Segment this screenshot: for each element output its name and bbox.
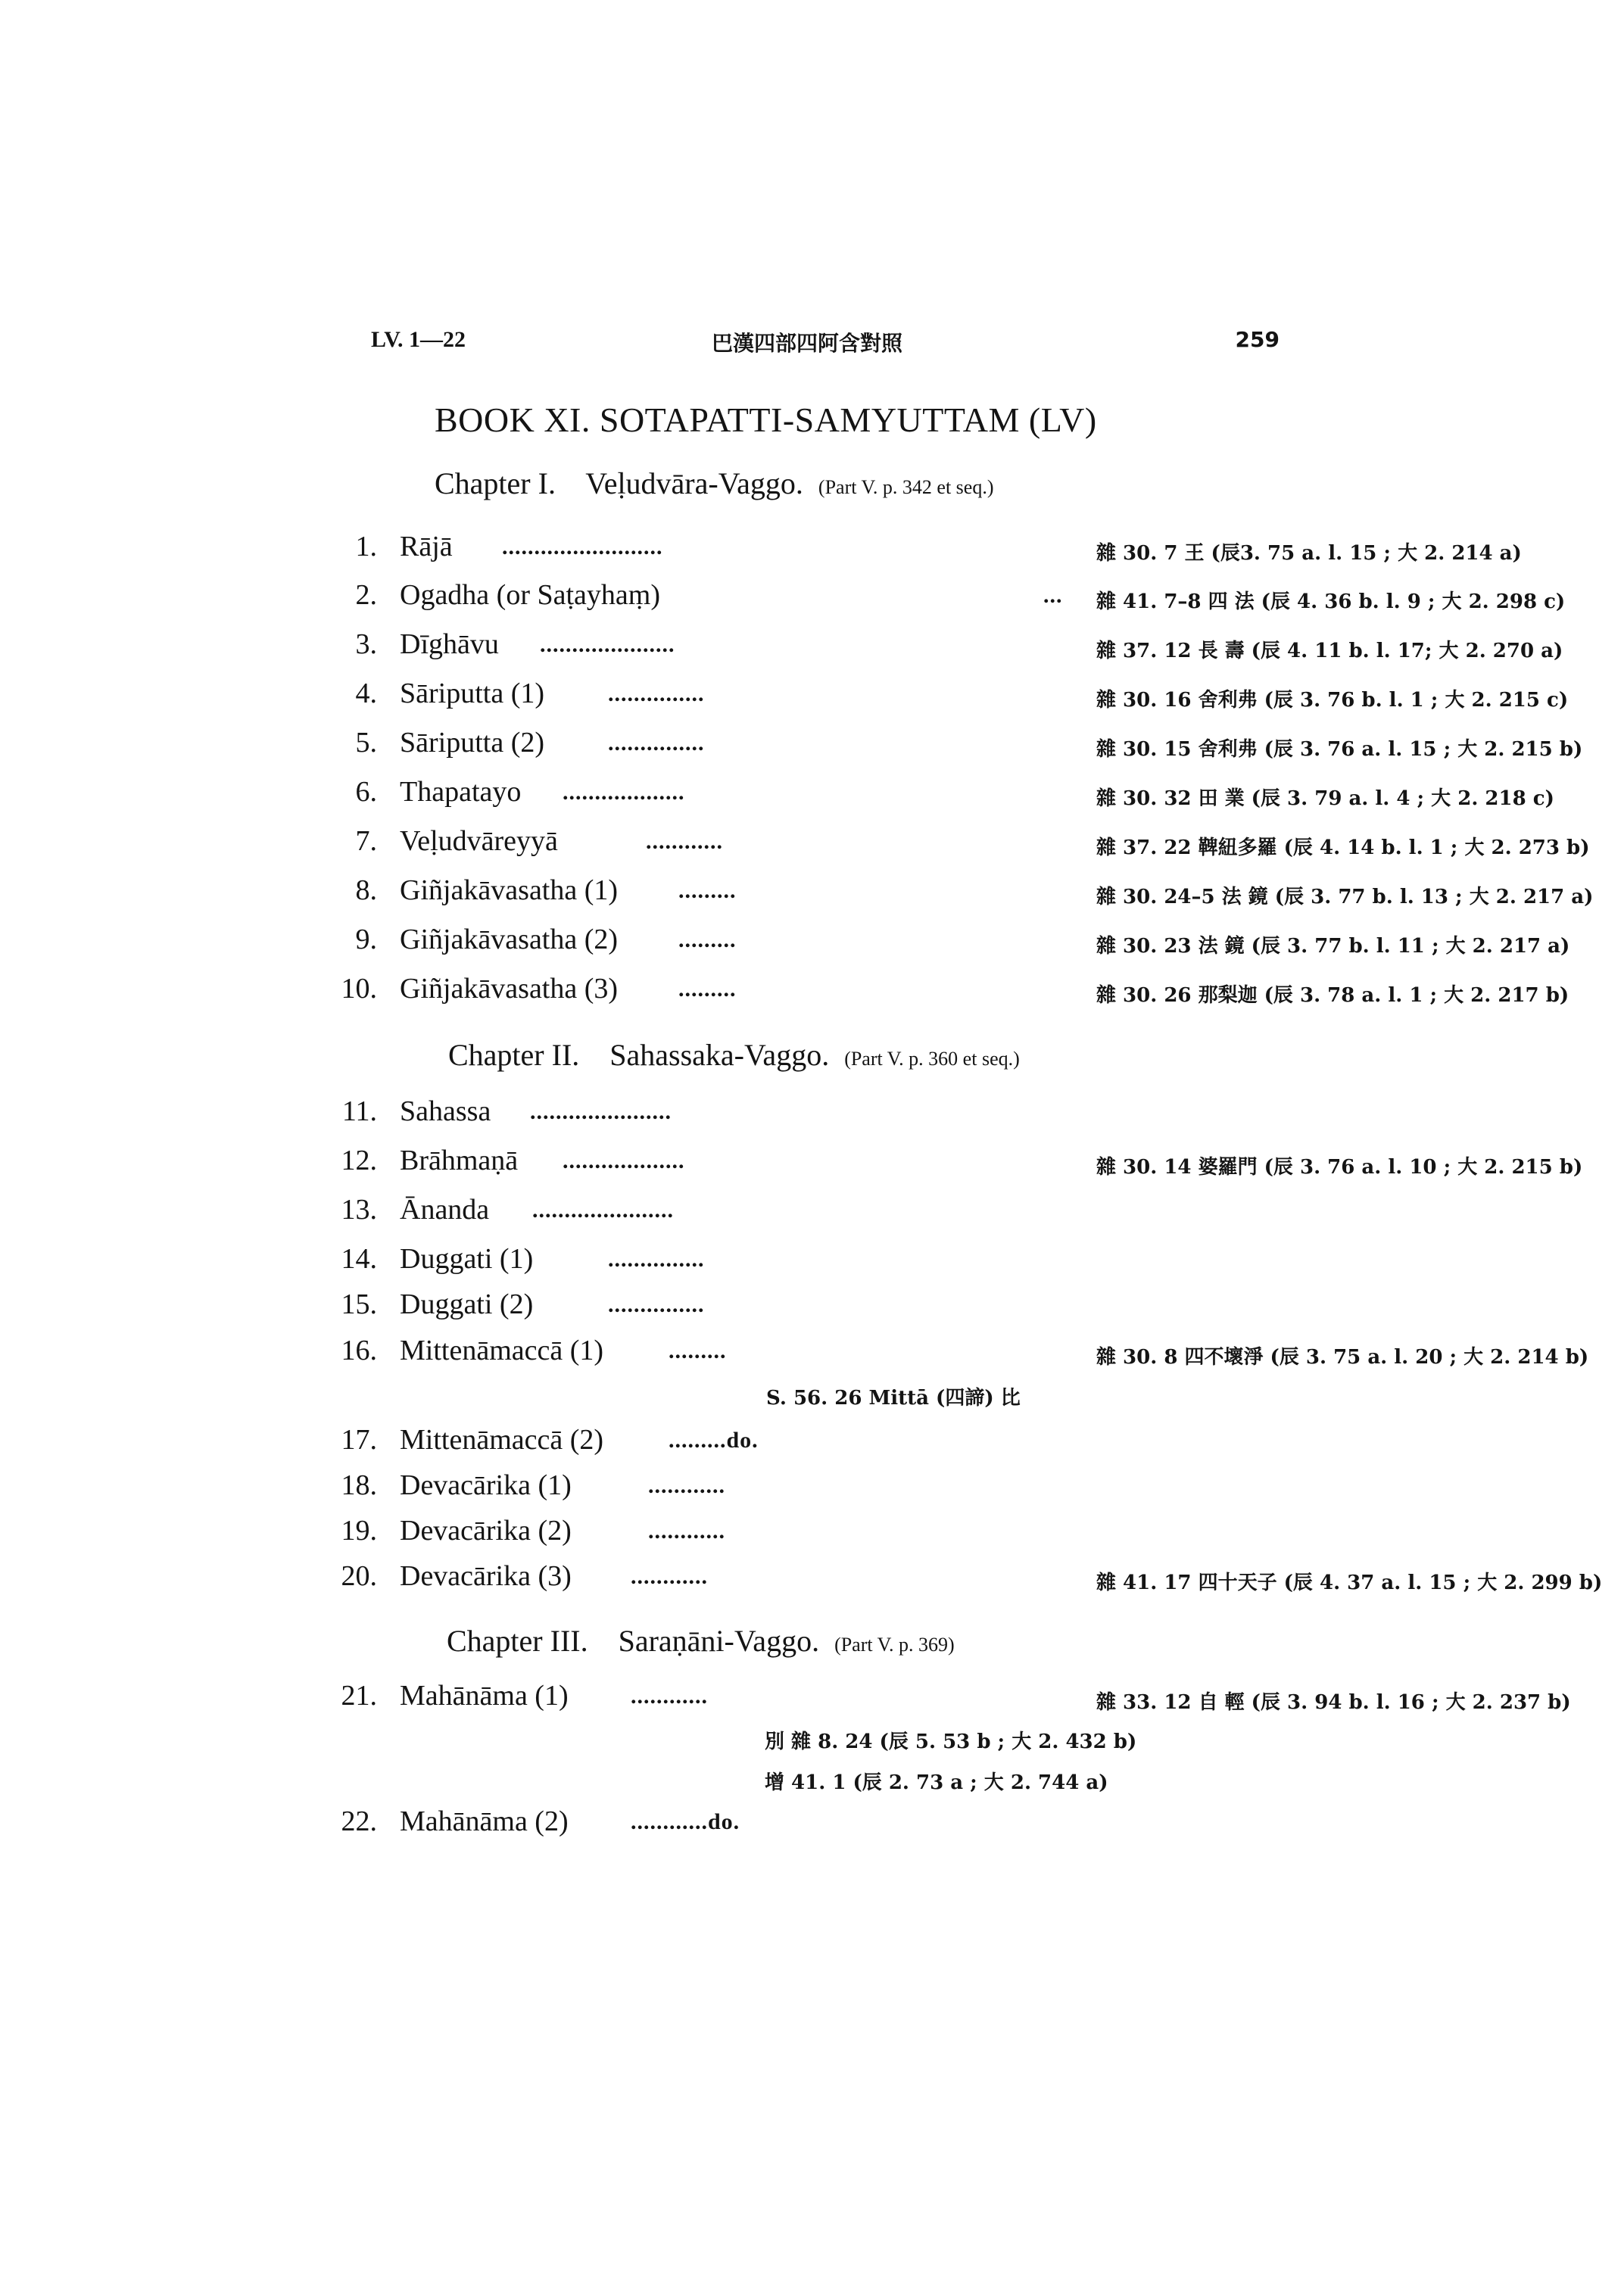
- entry-references: 雜 37. 22 鞞紐多羅 (辰 4. 14 b. l. 1 ; 大 2. 273 b): [1096, 837, 1590, 859]
- entry-title: Sāriputta (1): [400, 678, 545, 709]
- entry-title: Ogadha (or Saṭayhaṃ): [400, 579, 660, 611]
- leader-dots: ...............: [608, 1247, 705, 1272]
- leader-dots: ...............: [608, 1292, 705, 1317]
- entry-number: 1.: [355, 531, 377, 562]
- leader-dots: ...: [1043, 583, 1063, 608]
- leader-dots: .........: [678, 977, 737, 1002]
- chapter-label: Chapter I.: [435, 466, 556, 500]
- entry-number: 4.: [355, 678, 377, 709]
- leader-dots: ...................: [563, 1148, 685, 1173]
- entry-title: Brāhmaṇā: [400, 1145, 519, 1176]
- entry-title: Duggati (1): [400, 1243, 534, 1275]
- entry-number: 6.: [355, 776, 377, 808]
- entry-title: Duggati (2): [400, 1288, 534, 1320]
- entry-number: 8.: [355, 874, 377, 906]
- chapter-reference: (Part V. p. 369): [834, 1634, 955, 1656]
- chapter-heading-1: [435, 466, 994, 501]
- entry-title: Mahānāma (1): [400, 1680, 569, 1712]
- entry-references: 雜 30. 24–5 法 鏡 (辰 3. 77 b. l. 13 ; 大 2. 217 a): [1096, 886, 1594, 908]
- leader-dots: ............: [631, 1684, 708, 1709]
- entry-number: 14.: [341, 1243, 377, 1275]
- chapter-name: Veḷudvāra-Vaggo.: [585, 466, 803, 500]
- entry-number: 17.: [341, 1424, 377, 1456]
- entry-title: Dīghāvu: [400, 628, 499, 660]
- entry-number: 19.: [341, 1515, 377, 1547]
- entry-references: 雜 30. 14 婆羅門 (辰 3. 76 a. l. 10 ; 大 2. 215 b): [1096, 1156, 1583, 1179]
- entry-title: Mittenāmaccā (2): [400, 1424, 604, 1456]
- running-header-section: LV. 1—22: [371, 327, 466, 352]
- entry-title: Veḷudvāreyyā: [400, 825, 558, 857]
- leader-dots: ............: [648, 1519, 725, 1544]
- entry-references: 雜 30. 23 法 鏡 (辰 3. 77 b. l. 11 ; 大 2. 217 a): [1096, 935, 1570, 958]
- leader-dots: .........: [669, 1338, 727, 1363]
- entry-number: 21.: [341, 1680, 377, 1712]
- entry-number: 9.: [355, 924, 377, 955]
- entry-number: 16.: [341, 1335, 377, 1366]
- entry-number: 5.: [355, 727, 377, 759]
- entry-number: 11.: [341, 1095, 377, 1127]
- entry-references: 雜 37. 12 長 壽 (辰 4. 11 b. l. 17; 大 2. 270 a): [1096, 640, 1563, 662]
- entry-number: 3.: [355, 628, 377, 660]
- leader-dots: ......................: [530, 1099, 672, 1124]
- entry-number: 22.: [341, 1805, 377, 1837]
- chapter-reference: (Part V. p. 342 et seq.): [818, 476, 994, 498]
- entry-number: 13.: [341, 1194, 377, 1226]
- leader-dots: ...............: [608, 681, 705, 706]
- running-header: [371, 327, 1280, 365]
- entry-21-extra-reference-a: 別 雜 8. 24 (辰 5. 53 b ; 大 2. 432 b): [765, 1731, 1137, 1753]
- entry-number: 15.: [341, 1288, 377, 1320]
- entry-number: 7.: [355, 825, 377, 857]
- chapter-name: Saraṇāni-Vaggo.: [618, 1624, 820, 1658]
- leader-dots: ............: [648, 1473, 725, 1498]
- entry-title: Sāriputta (2): [400, 727, 545, 759]
- entry-title: Devacārika (3): [400, 1560, 572, 1592]
- chapter-reference: (Part V. p. 360 et seq.): [844, 1048, 1020, 1070]
- entry-references: 雜 30. 26 那梨迦 (辰 3. 78 a. l. 1 ; 大 2. 217 b): [1096, 984, 1569, 1007]
- entry-title: Thapatayo: [400, 776, 522, 808]
- entry-references: 雜 30. 7 王 (辰3. 75 a. l. 15 ; 大 2. 214 a): [1096, 542, 1522, 565]
- entry-number: 20.: [341, 1560, 377, 1592]
- entry-title: Devacārika (1): [400, 1469, 572, 1501]
- chapter-heading-2: [448, 1037, 1020, 1073]
- entry-number: 10.: [341, 973, 377, 1005]
- chapter-heading-3: [447, 1623, 955, 1659]
- leader-dots: ...................: [563, 780, 685, 805]
- leader-dots: .........: [678, 878, 737, 903]
- entry-title: Mahānāma (2): [400, 1805, 569, 1837]
- entry-number: 2.: [355, 579, 377, 611]
- entry-references: 雜 30. 8 四不壞淨 (辰 3. 75 a. l. 20 ; 大 2. 214 b): [1096, 1346, 1589, 1369]
- entry-references: 雜 30. 15 舍利弗 (辰 3. 76 a. l. 15 ; 大 2. 215 b): [1096, 738, 1583, 761]
- entry-references: 雜 41. 17 四十天子 (辰 4. 37 a. l. 15 ; 大 2. 299 b): [1096, 1572, 1603, 1594]
- leader-dots: ......................: [532, 1198, 674, 1223]
- leader-dots: .........................: [502, 534, 663, 559]
- entry-references: 雜 41. 7–8 四 法 (辰 4. 36 b. l. 9 ; 大 2. 298 c): [1096, 590, 1566, 613]
- entry-title: Devacārika (2): [400, 1515, 572, 1547]
- entry-references: 雜 30. 16 舍利弗 (辰 3. 76 b. l. 1 ; 大 2. 215 c): [1096, 689, 1569, 712]
- entry-title: Ānanda: [400, 1194, 490, 1226]
- leader-dots: .........do.: [669, 1428, 759, 1453]
- entry-number: 18.: [341, 1469, 377, 1501]
- entry-references: 雜 30. 32 田 業 (辰 3. 79 a. l. 4 ; 大 2. 218 c): [1096, 787, 1554, 810]
- leader-dots: ............: [646, 829, 723, 854]
- running-header-title: 巴漢四部四阿含對照: [712, 331, 903, 356]
- entry-title: Giñjakāvasatha (1): [400, 874, 619, 906]
- entry-title: Mittenāmaccā (1): [400, 1335, 604, 1366]
- entry-title: Giñjakāvasatha (2): [400, 924, 619, 955]
- leader-dots: ............do.: [631, 1809, 740, 1834]
- entry-title: Sahassa: [400, 1095, 491, 1127]
- entry-references: 雜 33. 12 自 輕 (辰 3. 94 b. l. 16 ; 大 2. 237 b): [1096, 1691, 1571, 1714]
- entry-title: Giñjakāvasatha (3): [400, 973, 619, 1005]
- chapter-name: Sahassaka-Vaggo.: [609, 1038, 830, 1072]
- leader-dots: ...............: [608, 731, 705, 756]
- leader-dots: .....................: [540, 632, 675, 657]
- book-title: BOOK XI. SOTAPATTI-SAMYUTTAM (LV): [435, 400, 1097, 439]
- entry-16-extra-reference: S. 56. 26 Mittā (四諦) 比: [766, 1387, 1021, 1410]
- entry-title: Rājā: [400, 531, 453, 562]
- entry-number: 12.: [341, 1145, 377, 1176]
- chapter-label: Chapter II.: [448, 1038, 580, 1072]
- leader-dots: .........: [678, 927, 737, 952]
- entry-21-extra-reference-b: 增 41. 1 (辰 2. 73 a ; 大 2. 744 a): [765, 1771, 1108, 1794]
- page-number: 259: [1235, 327, 1280, 352]
- leader-dots: ............: [631, 1564, 708, 1589]
- chapter-label: Chapter III.: [447, 1624, 588, 1658]
